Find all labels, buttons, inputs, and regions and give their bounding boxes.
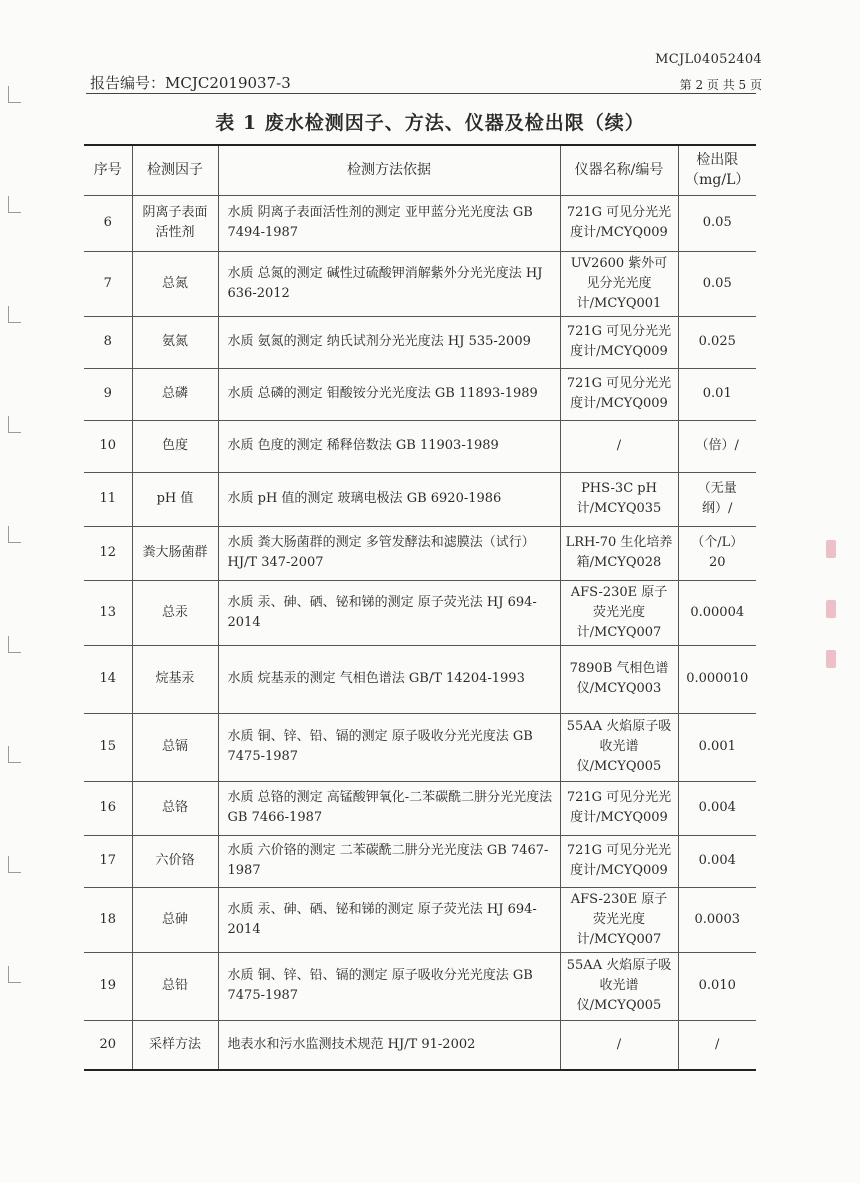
cell-factor: 六价铬: [132, 835, 218, 887]
cell-limit: 0.000010: [678, 645, 756, 713]
cell-seq: 16: [84, 781, 132, 835]
cell-factor: 阴离子表面活性剂: [132, 195, 218, 251]
binding-mark: [8, 966, 21, 983]
table-row: [84, 887, 756, 952]
cell-instrument: PHS-3C pH 计/MCYQ035: [560, 472, 678, 526]
cell-seq: 13: [84, 580, 132, 645]
table-row: [84, 580, 756, 645]
cell-instrument: AFS-230E 原子荧光光度计/MCYQ007: [560, 887, 678, 952]
cell-limit: （个/L）20: [678, 526, 756, 580]
cell-factor: 总磷: [132, 368, 218, 420]
stamp-edge: [826, 600, 836, 618]
cell-method: 水质 汞、砷、硒、铋和锑的测定 原子荧光法 HJ 694-2014: [218, 580, 560, 645]
cell-seq: 15: [84, 713, 132, 781]
table-row: [84, 645, 756, 713]
cell-method: 水质 阴离子表面活性剂的测定 亚甲蓝分光光度法 GB 7494-1987: [218, 195, 560, 251]
table-row: [84, 713, 756, 781]
cell-factor: 氨氮: [132, 316, 218, 368]
cell-factor: pH 值: [132, 472, 218, 526]
cell-factor: 色度: [132, 420, 218, 472]
table-row: [84, 526, 756, 580]
cell-method: 水质 烷基汞的测定 气相色谱法 GB/T 14204-1993: [218, 645, 560, 713]
table-row: [84, 420, 756, 472]
binding-mark: [8, 416, 21, 433]
cell-limit: 0.001: [678, 713, 756, 781]
cell-method: 水质 铜、锌、铅、镉的测定 原子吸收分光光度法 GB 7475-1987: [218, 952, 560, 1020]
cell-method: 水质 氨氮的测定 纳氏试剂分光光度法 HJ 535-2009: [218, 316, 560, 368]
cell-method: 水质 总磷的测定 钼酸铵分光光度法 GB 11893-1989: [218, 368, 560, 420]
cell-instrument: AFS-230E 原子荧光光度计/MCYQ007: [560, 580, 678, 645]
table-row: [84, 368, 756, 420]
cell-seq: 7: [84, 251, 132, 316]
cell-factor: 总汞: [132, 580, 218, 645]
cell-method: 水质 色度的测定 稀释倍数法 GB 11903-1989: [218, 420, 560, 472]
cell-seq: 20: [84, 1020, 132, 1070]
table-title: 表 1 废水检测因子、方法、仪器及检出限（续）: [215, 112, 645, 134]
cell-limit: （倍）/: [678, 420, 756, 472]
table-row: [84, 472, 756, 526]
cell-seq: 9: [84, 368, 132, 420]
binding-mark: [8, 86, 21, 103]
cell-limit: 0.025: [678, 316, 756, 368]
cell-method: 水质 粪大肠菌群的测定 多管发酵法和滤膜法（试行）HJ/T 347-2007: [218, 526, 560, 580]
cell-seq: 17: [84, 835, 132, 887]
column-header-instrument: 仪器名称/编号: [560, 145, 678, 195]
cell-factor: 烷基汞: [132, 645, 218, 713]
table-row: [84, 195, 756, 251]
cell-instrument: /: [560, 1020, 678, 1070]
binding-mark: [8, 636, 21, 653]
page-number: 第 2 页 共 5 页: [679, 78, 762, 92]
cell-instrument: UV2600 紫外可见分光光度计/MCYQ001: [560, 251, 678, 316]
table-row: [84, 316, 756, 368]
cell-seq: 8: [84, 316, 132, 368]
cell-factor: 粪大肠菌群: [132, 526, 218, 580]
cell-limit: 0.004: [678, 835, 756, 887]
cell-limit: 0.05: [678, 195, 756, 251]
cell-limit: 0.01: [678, 368, 756, 420]
binding-mark: [8, 306, 21, 323]
cell-instrument: 721G 可见分光光度计/MCYQ009: [560, 368, 678, 420]
cell-instrument: 55AA 火焰原子吸收光谱仪/MCYQ005: [560, 713, 678, 781]
detection-methods-table: [84, 144, 756, 1071]
cell-instrument: 721G 可见分光光度计/MCYQ009: [560, 781, 678, 835]
table-row: [84, 781, 756, 835]
document-code: MCJL04052404: [655, 52, 762, 67]
column-header-factor: 检测因子: [132, 145, 218, 195]
cell-instrument: 721G 可见分光光度计/MCYQ009: [560, 195, 678, 251]
cell-method: 水质 铜、锌、铅、镉的测定 原子吸收分光光度法 GB 7475-1987: [218, 713, 560, 781]
cell-limit: 0.004: [678, 781, 756, 835]
table-row: [84, 835, 756, 887]
cell-limit: 0.010: [678, 952, 756, 1020]
cell-instrument: 55AA 火焰原子吸收光谱仪/MCYQ005: [560, 952, 678, 1020]
cell-limit: /: [678, 1020, 756, 1070]
cell-method: 地表水和污水监测技术规范 HJ/T 91-2002: [218, 1020, 560, 1070]
cell-seq: 18: [84, 887, 132, 952]
cell-seq: 12: [84, 526, 132, 580]
cell-factor: 总氮: [132, 251, 218, 316]
binding-mark: [8, 856, 21, 873]
column-header-limit: 检出限（mg/L）: [678, 145, 756, 195]
column-header-method: 检测方法依据: [218, 145, 560, 195]
header-divider: [86, 93, 756, 94]
cell-seq: 11: [84, 472, 132, 526]
binding-mark: [8, 196, 21, 213]
cell-factor: 总镉: [132, 713, 218, 781]
cell-seq: 10: [84, 420, 132, 472]
cell-instrument: 721G 可见分光光度计/MCYQ009: [560, 835, 678, 887]
cell-method: 水质 汞、砷、硒、铋和锑的测定 原子荧光法 HJ 694-2014: [218, 887, 560, 952]
cell-method: 水质 总氮的测定 碱性过硫酸钾消解紫外分光光度法 HJ 636-2012: [218, 251, 560, 316]
report-number: 报告编号：MCJC2019037-3: [90, 74, 291, 92]
cell-seq: 19: [84, 952, 132, 1020]
column-header-seq: 序号: [84, 145, 132, 195]
cell-limit: （无量纲）/: [678, 472, 756, 526]
cell-factor: 总铬: [132, 781, 218, 835]
table-row: [84, 251, 756, 316]
cell-factor: 总铅: [132, 952, 218, 1020]
binding-mark: [8, 526, 21, 543]
cell-limit: 0.05: [678, 251, 756, 316]
cell-method: 水质 pH 值的测定 玻璃电极法 GB 6920-1986: [218, 472, 560, 526]
cell-instrument: /: [560, 420, 678, 472]
cell-seq: 6: [84, 195, 132, 251]
cell-factor: 采样方法: [132, 1020, 218, 1070]
stamp-edge: [826, 650, 836, 668]
cell-seq: 14: [84, 645, 132, 713]
stamp-edge: [826, 540, 836, 558]
cell-limit: 0.0003: [678, 887, 756, 952]
cell-instrument: 7890B 气相色谱仪/MCYQ003: [560, 645, 678, 713]
binding-mark: [8, 746, 21, 763]
table-header-row: [84, 145, 756, 195]
table-row: [84, 1020, 756, 1070]
table-row: [84, 952, 756, 1020]
cell-instrument: 721G 可见分光光度计/MCYQ009: [560, 316, 678, 368]
cell-method: 水质 六价铬的测定 二苯碳酰二肼分光光度法 GB 7467-1987: [218, 835, 560, 887]
cell-factor: 总砷: [132, 887, 218, 952]
cell-method: 水质 总铬的测定 高锰酸钾氧化-二苯碳酰二肼分光光度法 GB 7466-1987: [218, 781, 560, 835]
cell-instrument: LRH-70 生化培养箱/MCYQ028: [560, 526, 678, 580]
cell-limit: 0.00004: [678, 580, 756, 645]
